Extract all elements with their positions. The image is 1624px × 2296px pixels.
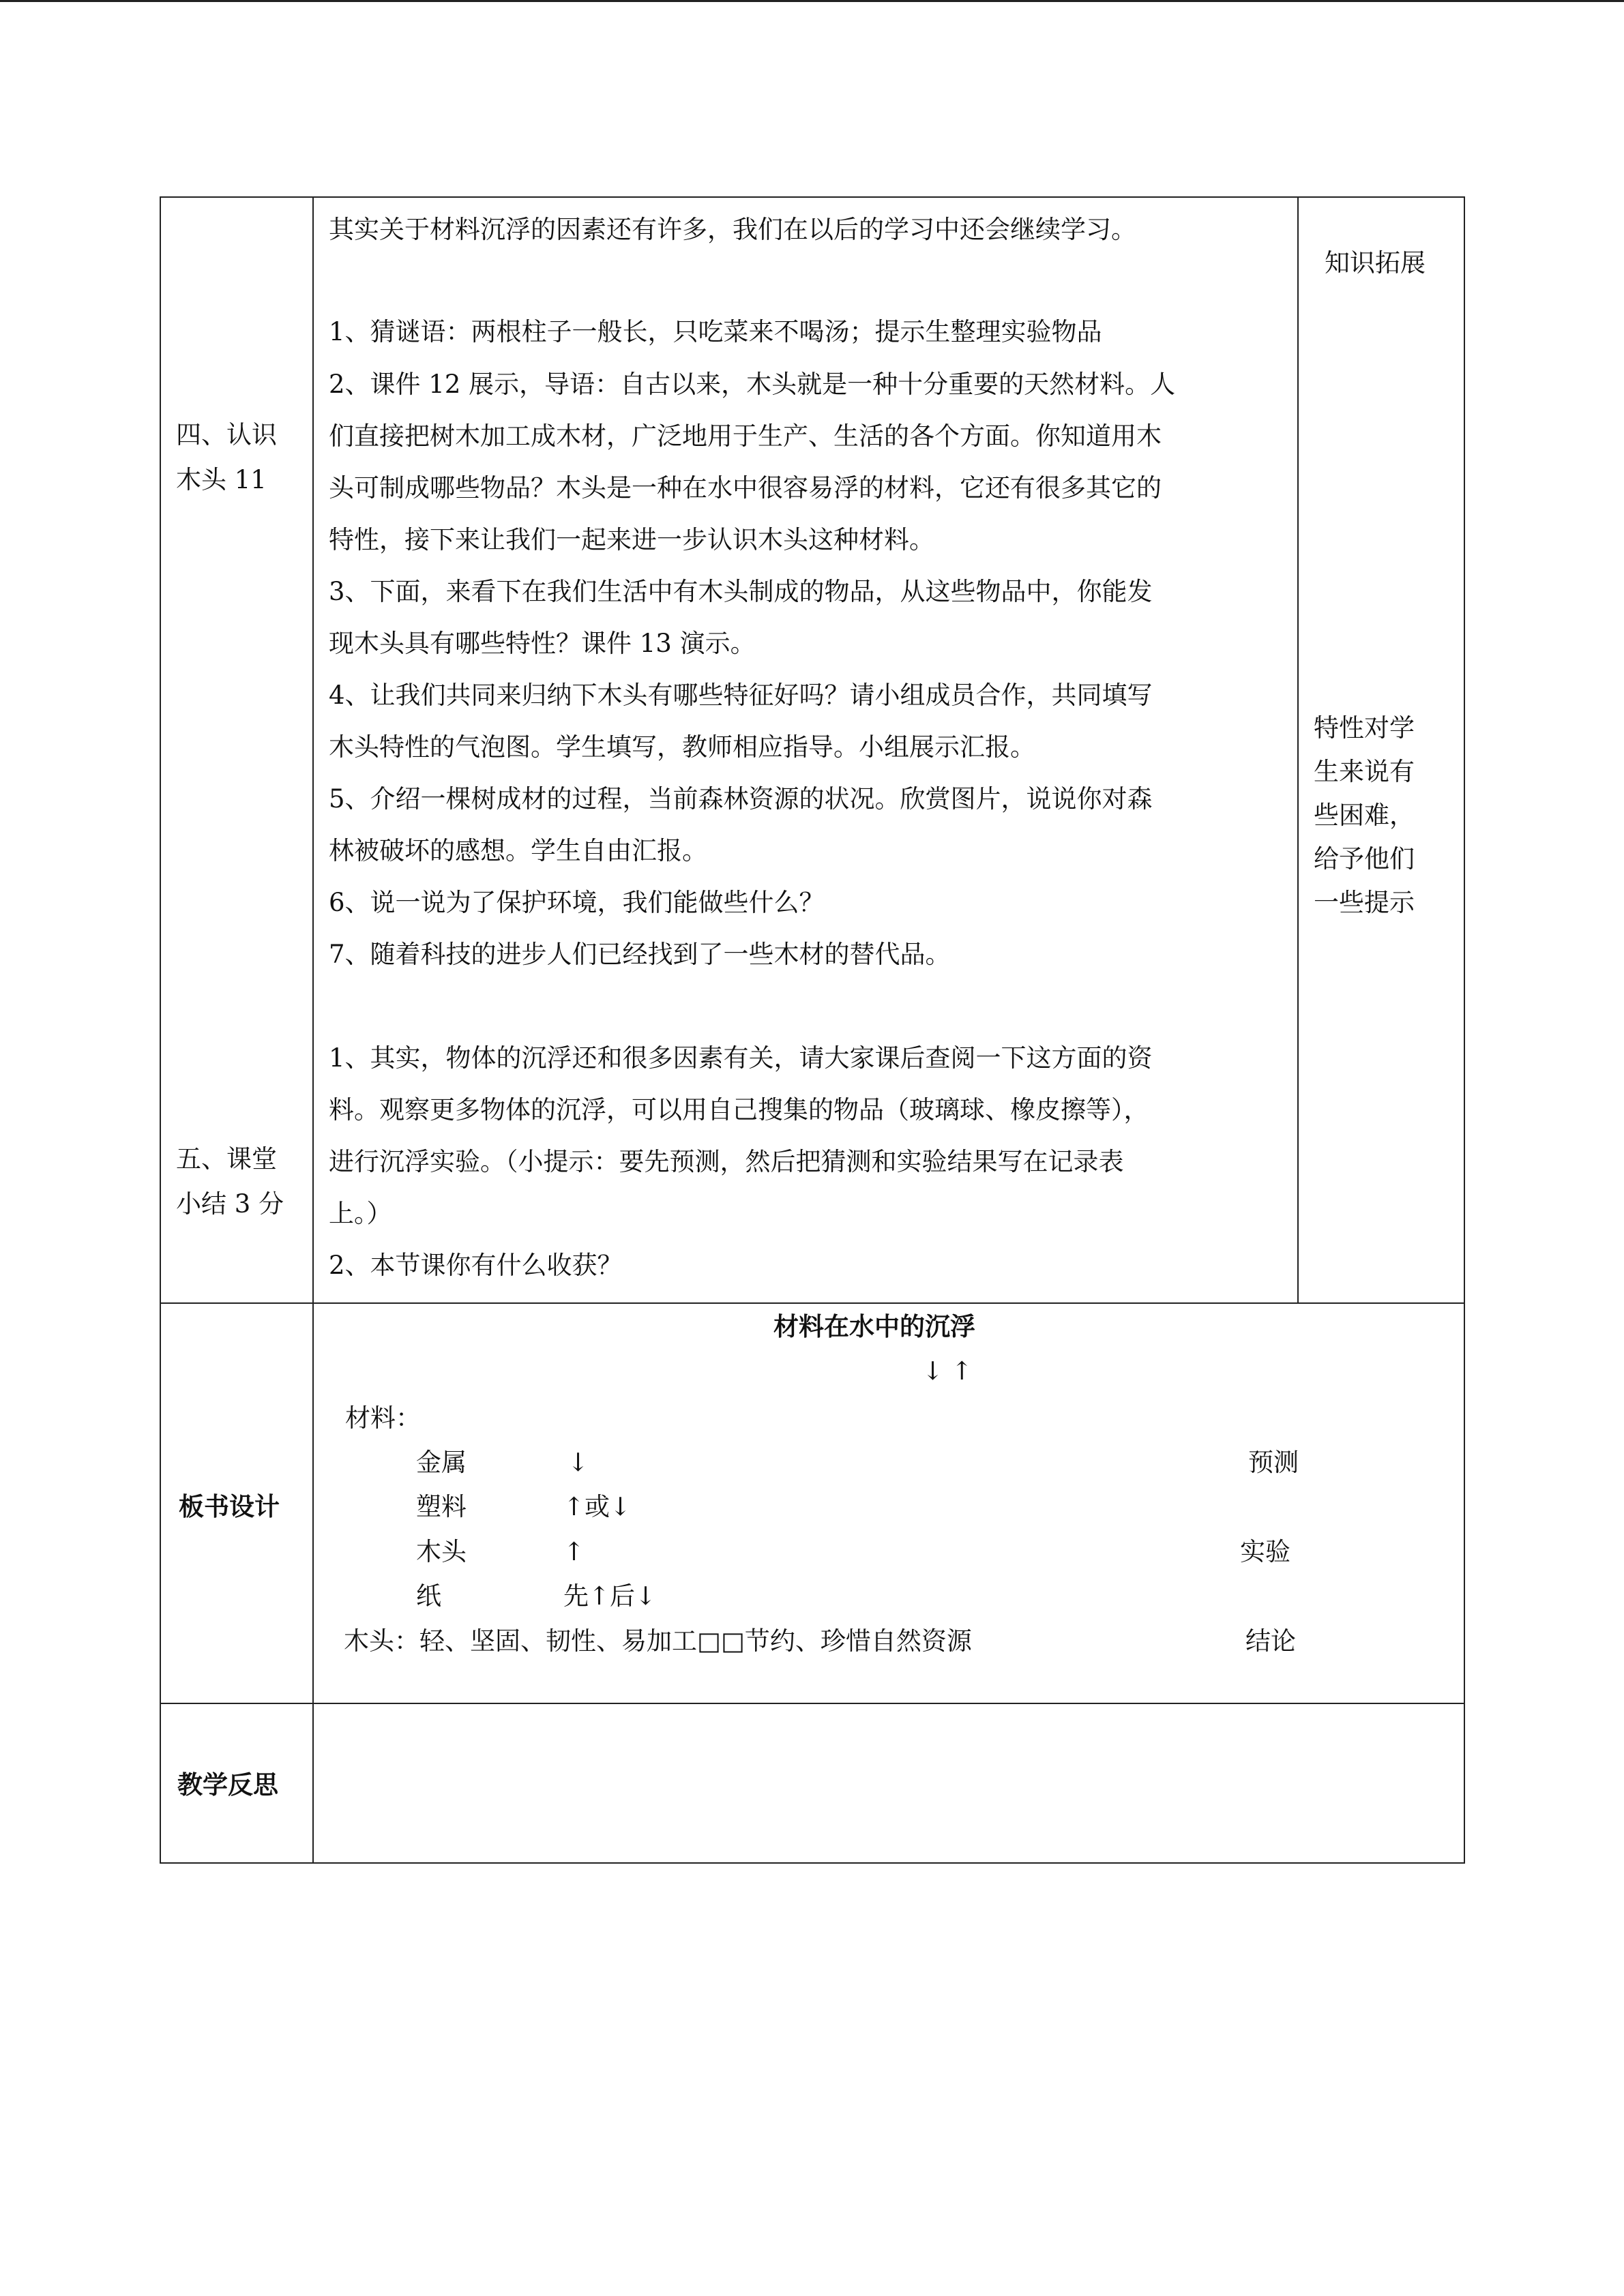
step-conclusion: 结论 (1245, 1626, 1296, 1656)
section5-label (176, 1137, 284, 1227)
section4-label-line: 木头 11 (176, 465, 267, 494)
section5-line: 上。） (329, 1199, 392, 1228)
section4-line: 6、说一说为了保护环境，我们能做些什么？ (329, 888, 825, 917)
section4-label (176, 413, 277, 503)
section4-line: 头可制成哪些物品？木头是一种在水中很容易浮的材料，它还有很多其它的 (329, 473, 1162, 503)
section5-line: 料。观察更多物体的沉浮，可以用自己搜集的物品（玻璃球、橡皮擦等）， (329, 1095, 1149, 1124)
note-line: 特性对学 (1314, 713, 1415, 743)
section4-label-line: 四、认识 (176, 420, 277, 449)
material-name: 木头 (416, 1537, 467, 1566)
board-conclusion: 木头：轻、坚固、韧性、易加工□□节约、珍惜自然资源 (344, 1626, 972, 1656)
section4-line: 5、介绍一棵树成材的过程，当前森林资源的状况。欣赏图片，说说你对森 (329, 784, 1153, 814)
step-experiment: 实验 (1240, 1537, 1290, 1566)
section5-label-line: 五、课堂 (176, 1144, 277, 1174)
section5-line: 2、本节课你有什么收获？ (329, 1251, 623, 1280)
board-title: 材料在水中的沉浮 (773, 1311, 975, 1341)
reflection-label: 教学反思 (177, 1770, 278, 1800)
step-predict: 预测 (1248, 1448, 1299, 1477)
material-name: 塑料 (416, 1492, 467, 1521)
board-arrows: ↓ ↑ (922, 1356, 973, 1386)
materials-heading: 材料： (345, 1403, 421, 1433)
section4-line: 3、下面，来看下在我们生活中有木头制成的物品，从这些物品中，你能发 (329, 577, 1153, 606)
section5-label-line: 小结 3 分 (176, 1189, 284, 1219)
col-divider-notes (1297, 196, 1299, 1303)
intro-line: 其实关于材料沉浮的因素还有许多，我们在以后的学习中还会继续学习。 (329, 215, 1136, 244)
note-line: 一些提示 (1314, 888, 1415, 917)
section4-line: 7、随着科技的进步人们已经找到了一些木材的替代品。 (329, 940, 951, 969)
board-label: 板书设计 (179, 1491, 280, 1521)
section4-line: 林被破坏的感想。学生自由汇报。 (329, 836, 707, 865)
section4-line: 1、猜谜语：两根柱子一般长，只吃菜来不喝汤；提示生整理实验物品 (329, 317, 1102, 346)
section4-line: 4、让我们共同来归纳下木头有哪些特征好吗？请小组成员合作，共同填写 (329, 681, 1153, 710)
note-difficulty (1314, 706, 1415, 925)
col-divider-label (312, 196, 314, 1864)
section4-line: 现木头具有哪些特性？课件 13 演示。 (329, 629, 756, 658)
material-result: 先↑后↓ (563, 1581, 657, 1611)
section4-line: 木头特性的气泡图。学生填写，教师相应指导。小组展示汇报。 (329, 732, 1035, 762)
material-result: ↑ (563, 1537, 585, 1566)
material-name: 纸 (416, 1581, 441, 1611)
material-name: 金属 (416, 1448, 467, 1477)
row-divider-reflection (160, 1703, 1465, 1704)
note-line: 些困难， (1314, 801, 1415, 830)
section4-line: 2、课件 12 展示，导语：自古以来，木头就是一种十分重要的天然材料。人 (329, 370, 1176, 399)
section5-line: 1、其实，物体的沉浮还和很多因素有关，请大家课后查阅一下这方面的资 (329, 1043, 1153, 1073)
page-top-rule (0, 0, 1624, 2)
note-knowledge-extension: 知识拓展 (1325, 248, 1426, 278)
material-result: ↑或↓ (563, 1492, 632, 1521)
note-line: 生来说有 (1314, 757, 1415, 786)
row-divider-board (160, 1302, 1465, 1304)
note-line: 给予他们 (1314, 844, 1415, 874)
section5-line: 进行沉浮实验。（小提示：要先预测，然后把猜测和实验结果写在记录表 (329, 1147, 1124, 1176)
section4-line: 们直接把树木加工成木材，广泛地用于生产、生活的各个方面。你知道用木 (329, 421, 1162, 451)
section4-line: 特性，接下来让我们一起来进一步认识木头这种材料。 (329, 525, 934, 554)
material-result: ↓ (567, 1448, 589, 1477)
